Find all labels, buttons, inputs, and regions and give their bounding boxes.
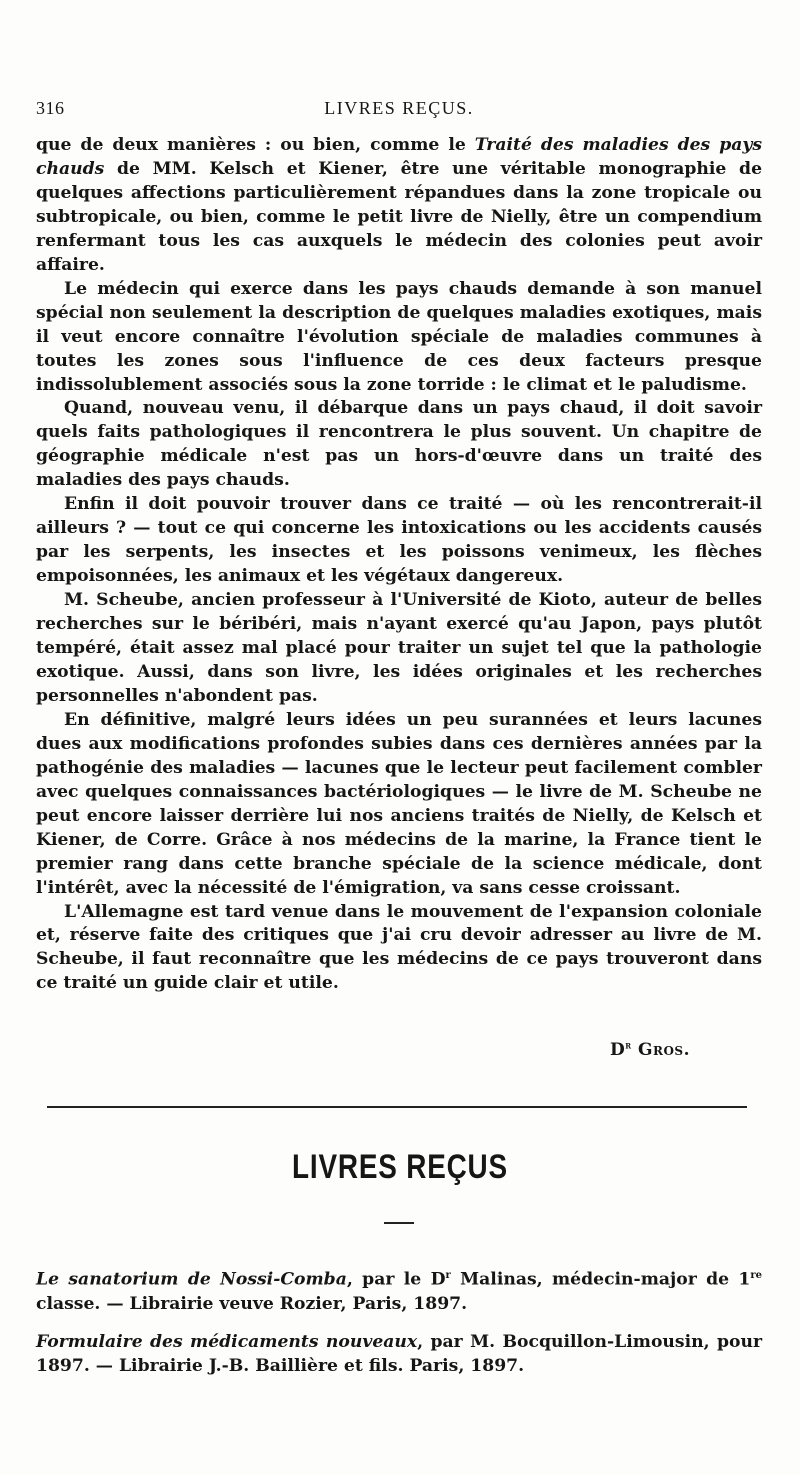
paragraph-4: Enfin il doit pouvoir trouver dans ce traité — où les rencontrerait-il ailleurs ? — tout ce qui concerne les intoxications ou les accidents causés par les serpents, les insectes et les poissons venimeux, les flèches empoisonnées, les animaux et les végétaux dangereux. xyxy=(36,494,762,587)
running-title: LIVRES REÇUS. xyxy=(324,98,474,118)
paragraph-1: que de deux manières : ou bien, comme le Traité des maladies des pays chauds de MM. Kelsch et Kiener, être une véritable monographie de quelques affections particulièrement répandues dans la zone tropicale ou subtropicale, ou bien, comme le petit livre de Nielly, être un compendium renfermant tous les cas auxquels le médecin des colonies peut avoir affaire. xyxy=(36,135,763,275)
section-title: LIVRES REÇUS xyxy=(292,1148,508,1186)
paragraph-6: En définitive, malgré leurs idées un peu surannées et leurs lacunes dues aux modifications profondes subies dans ces dernières années par la pathogénie des maladies — lacunes que le lecteur peut facilement combler avec quelques connaissances bactériologiques — le livre de M. Scheube ne peut encore laisser derrière lui nos anciens traités de Nielly, de Kelsch et Kiener, de Corre. Grâce à nos médecins de la marine, la France tient le premier rang dans cette branche spéciale de la science médicale, dont l'intérêt, avec la nécessité de l'émigration, va sans cesse croissant. xyxy=(36,709,762,898)
review-text xyxy=(36,134,762,996)
paragraph-5: M. Scheube, ancien professeur à l'Université de Kioto, auteur de belles recherches sur le béribéri, mais n'ayant exercé qu'au Japon, pays plutôt tempéré, était assez mal placé pour traiter un sujet tel que la pathologie exotique. Aussi, dans son livre, les idées originales et les recherches personnelles n'abondent pas. xyxy=(36,590,762,706)
paragraph-3: Quand, nouveau venu, il débarque dans un pays chaud, il doit savoir quels faits pathologiques il rencontrera le plus souvent. Un chapitre de géographie médicale n'est pas un hors-d'œuvre dans un traité des maladies des pays chauds. xyxy=(36,398,762,491)
paragraph-2: Le médecin qui exerce dans les pays chauds demande à son manuel spécial non seulement la description de quelques maladies exotiques, mais il veut encore connaître l'évolution spéciale de maladies communes à toutes les zones sous l'influence de ces deux facteurs presque indissolublement associés sous la zone torride : le climat et le paludisme. xyxy=(36,278,762,395)
paragraph-7: L'Allemagne est tard venue dans le mouvement de l'expansion coloniale et, réserve faite des critiques que j'ai cru devoir adresser au livre de M. Scheube, il faut reconnaître que les médecins de ce pays trouveront dans ce traité un guide clair et utile. xyxy=(36,901,762,994)
title-underline xyxy=(384,1222,414,1224)
book-title: Le sanatorium de Nossi-Comba xyxy=(36,1269,347,1290)
book-entry: Le sanatorium de Nossi-Comba, par le $D^r$ Malinas, médecin-major de 1re classe. — Librairie veuve Rozier, Paris, 1897. xyxy=(36,1269,763,1314)
book-title-reference: Traité des maladies des pays chauds xyxy=(36,135,763,179)
book-entry: Formulaire des médicaments nouveaux, par M. Bocquillon-Limousin, pour 1897. — Librairie J.-B. Baillière et fils. Paris, 1897. xyxy=(36,1331,762,1376)
book-title: Formulaire des médicaments nouveaux xyxy=(36,1331,418,1352)
books-received-list xyxy=(36,1264,762,1392)
running-header xyxy=(36,98,762,128)
author-signature: $D^r$ Gros. xyxy=(609,1040,690,1060)
section-divider xyxy=(47,1106,747,1108)
page-number: 316 xyxy=(36,98,65,118)
